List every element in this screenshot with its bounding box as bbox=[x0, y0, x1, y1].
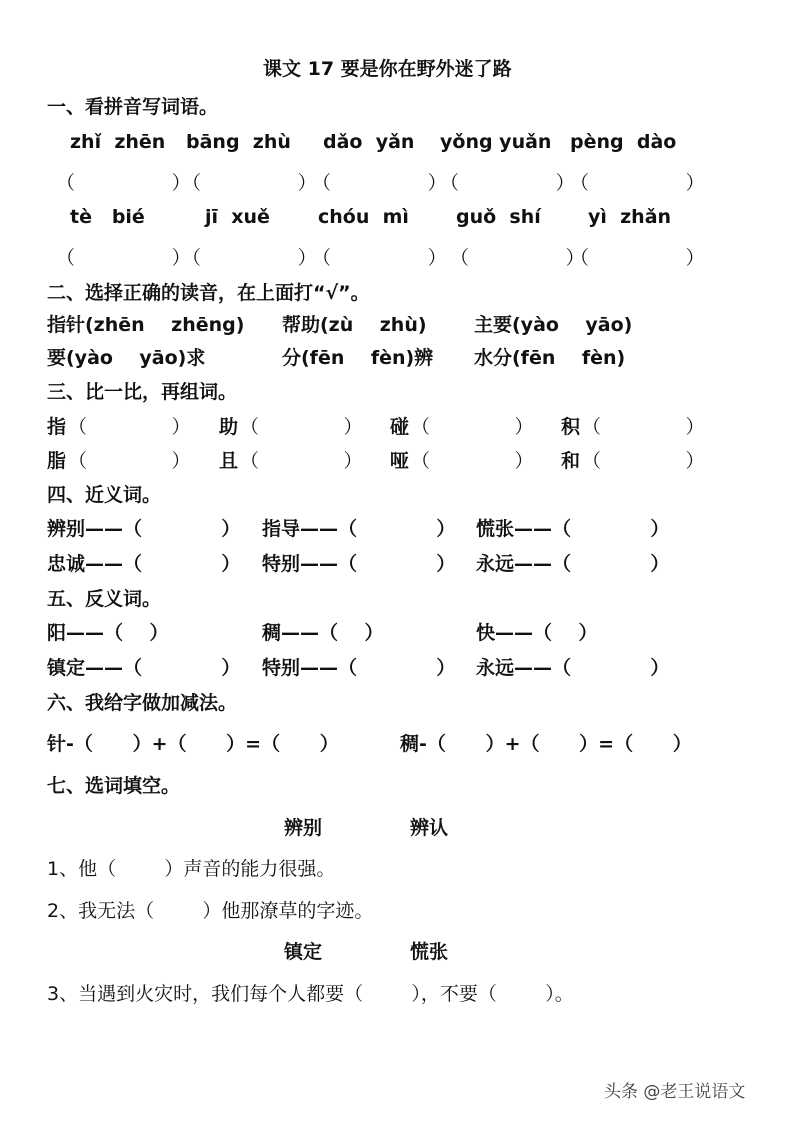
answer-box-5[interactable]: （ ） bbox=[570, 172, 705, 194]
compare-box-3[interactable]: （ ） bbox=[411, 416, 534, 438]
compare-char-8: 和 bbox=[561, 450, 581, 472]
antonym-5[interactable]: 特别——（ ） bbox=[262, 657, 456, 679]
answer-box-4[interactable]: （ ） bbox=[440, 172, 575, 194]
pinyin-3: dǎo yǎn bbox=[323, 131, 415, 153]
compare-box-7[interactable]: （ ） bbox=[411, 450, 534, 472]
answer-box-9[interactable]: （ ） bbox=[450, 247, 585, 269]
compare-box-8[interactable]: （ ） bbox=[582, 450, 705, 472]
answer-box-8[interactable]: （ ） bbox=[312, 247, 447, 269]
answer-box-10[interactable]: （ ） bbox=[570, 247, 705, 269]
word-choice-b2: 慌张 bbox=[410, 941, 449, 963]
synonym-5[interactable]: 特别——（ ） bbox=[262, 553, 456, 575]
pinyin-5: pèng dào bbox=[570, 131, 677, 153]
section-2-heading: 二、选择正确的读音，在上面打“√”。 bbox=[47, 282, 370, 304]
synonym-2[interactable]: 指导——（ ） bbox=[262, 518, 456, 540]
add-subtract-1[interactable]: 针-（ ）+（ ）=（ ） bbox=[47, 733, 339, 755]
pinyin-8: chóu mì bbox=[318, 206, 409, 228]
synonym-6[interactable]: 永远——（ ） bbox=[476, 553, 670, 575]
section-6-heading: 六、我给字做加减法。 bbox=[47, 692, 238, 714]
section-4-heading: 四、近义词。 bbox=[47, 484, 162, 506]
pinyin-6: tè bié bbox=[70, 206, 145, 228]
compare-box-4[interactable]: （ ） bbox=[582, 416, 705, 438]
reading-choice-6[interactable]: 水分(fēn fèn) bbox=[474, 347, 626, 369]
antonym-2[interactable]: 稠——（ ） bbox=[262, 622, 384, 644]
reading-choice-2[interactable]: 帮助(zù zhù) bbox=[282, 314, 427, 336]
pinyin-2: bāng zhù bbox=[186, 131, 291, 153]
synonym-1[interactable]: 辨别——（ ） bbox=[47, 518, 241, 540]
reading-choice-1[interactable]: 指针(zhēn zhēng) bbox=[47, 314, 245, 336]
answer-box-6[interactable]: （ ） bbox=[56, 247, 191, 269]
antonym-6[interactable]: 永远——（ ） bbox=[476, 657, 670, 679]
compare-char-2: 助 bbox=[219, 416, 239, 438]
pinyin-7: jī xuě bbox=[205, 206, 270, 228]
synonym-4[interactable]: 忠诚——（ ） bbox=[47, 553, 241, 575]
antonym-4[interactable]: 镇定——（ ） bbox=[47, 657, 241, 679]
compare-box-2[interactable]: （ ） bbox=[240, 416, 363, 438]
section-5-heading: 五、反义词。 bbox=[47, 588, 162, 610]
compare-char-6: 且 bbox=[219, 450, 239, 472]
page-title: 课文 17 要是你在野外迷了路 bbox=[263, 58, 512, 80]
pinyin-10: yì zhǎn bbox=[588, 206, 672, 228]
reading-choice-3[interactable]: 主要(yào yāo) bbox=[474, 314, 633, 336]
answer-box-7[interactable]: （ ） bbox=[182, 247, 317, 269]
compare-char-4: 积 bbox=[561, 416, 581, 438]
synonym-3[interactable]: 慌张——（ ） bbox=[476, 518, 670, 540]
pinyin-1: zhǐ zhēn bbox=[70, 131, 166, 153]
section-7-heading: 七、选词填空。 bbox=[47, 775, 181, 797]
compare-box-6[interactable]: （ ） bbox=[240, 450, 363, 472]
antonym-1[interactable]: 阳——（ ） bbox=[47, 622, 169, 644]
word-choice-a2: 辨认 bbox=[410, 817, 449, 839]
watermark: 头条 @老王说语文 bbox=[604, 1082, 746, 1102]
compare-char-3: 碰 bbox=[390, 416, 410, 438]
add-subtract-2[interactable]: 稠-（ ）+（ ）=（ ） bbox=[400, 733, 692, 755]
reading-choice-4[interactable]: 要(yào yāo)求 bbox=[47, 347, 206, 369]
pinyin-9: guǒ shí bbox=[456, 206, 541, 228]
compare-char-5: 脂 bbox=[47, 450, 67, 472]
compare-box-1[interactable]: （ ） bbox=[68, 416, 191, 438]
fill-question-1[interactable]: 1、他（ ）声音的能力很强。 bbox=[47, 858, 336, 880]
compare-char-7: 哑 bbox=[390, 450, 410, 472]
pinyin-4: yǒng yuǎn bbox=[440, 131, 552, 153]
word-choice-b1: 镇定 bbox=[284, 941, 323, 963]
section-3-heading: 三、比一比，再组词。 bbox=[47, 381, 238, 403]
answer-box-2[interactable]: （ ） bbox=[182, 172, 317, 194]
word-choice-a1: 辨别 bbox=[284, 817, 323, 839]
compare-box-5[interactable]: （ ） bbox=[68, 450, 191, 472]
answer-box-1[interactable]: （ ） bbox=[56, 172, 191, 194]
antonym-3[interactable]: 快——（ ） bbox=[476, 622, 598, 644]
reading-choice-5[interactable]: 分(fēn fèn)辨 bbox=[282, 347, 434, 369]
fill-question-2[interactable]: 2、我无法（ ）他那潦草的字迹。 bbox=[47, 900, 374, 922]
section-1-heading: 一、看拼音写词语。 bbox=[47, 96, 219, 118]
answer-box-3[interactable]: （ ） bbox=[312, 172, 447, 194]
fill-question-3[interactable]: 3、当遇到火灾时，我们每个人都要（ ），不要（ ）。 bbox=[47, 983, 574, 1005]
compare-char-1: 指 bbox=[47, 416, 67, 438]
